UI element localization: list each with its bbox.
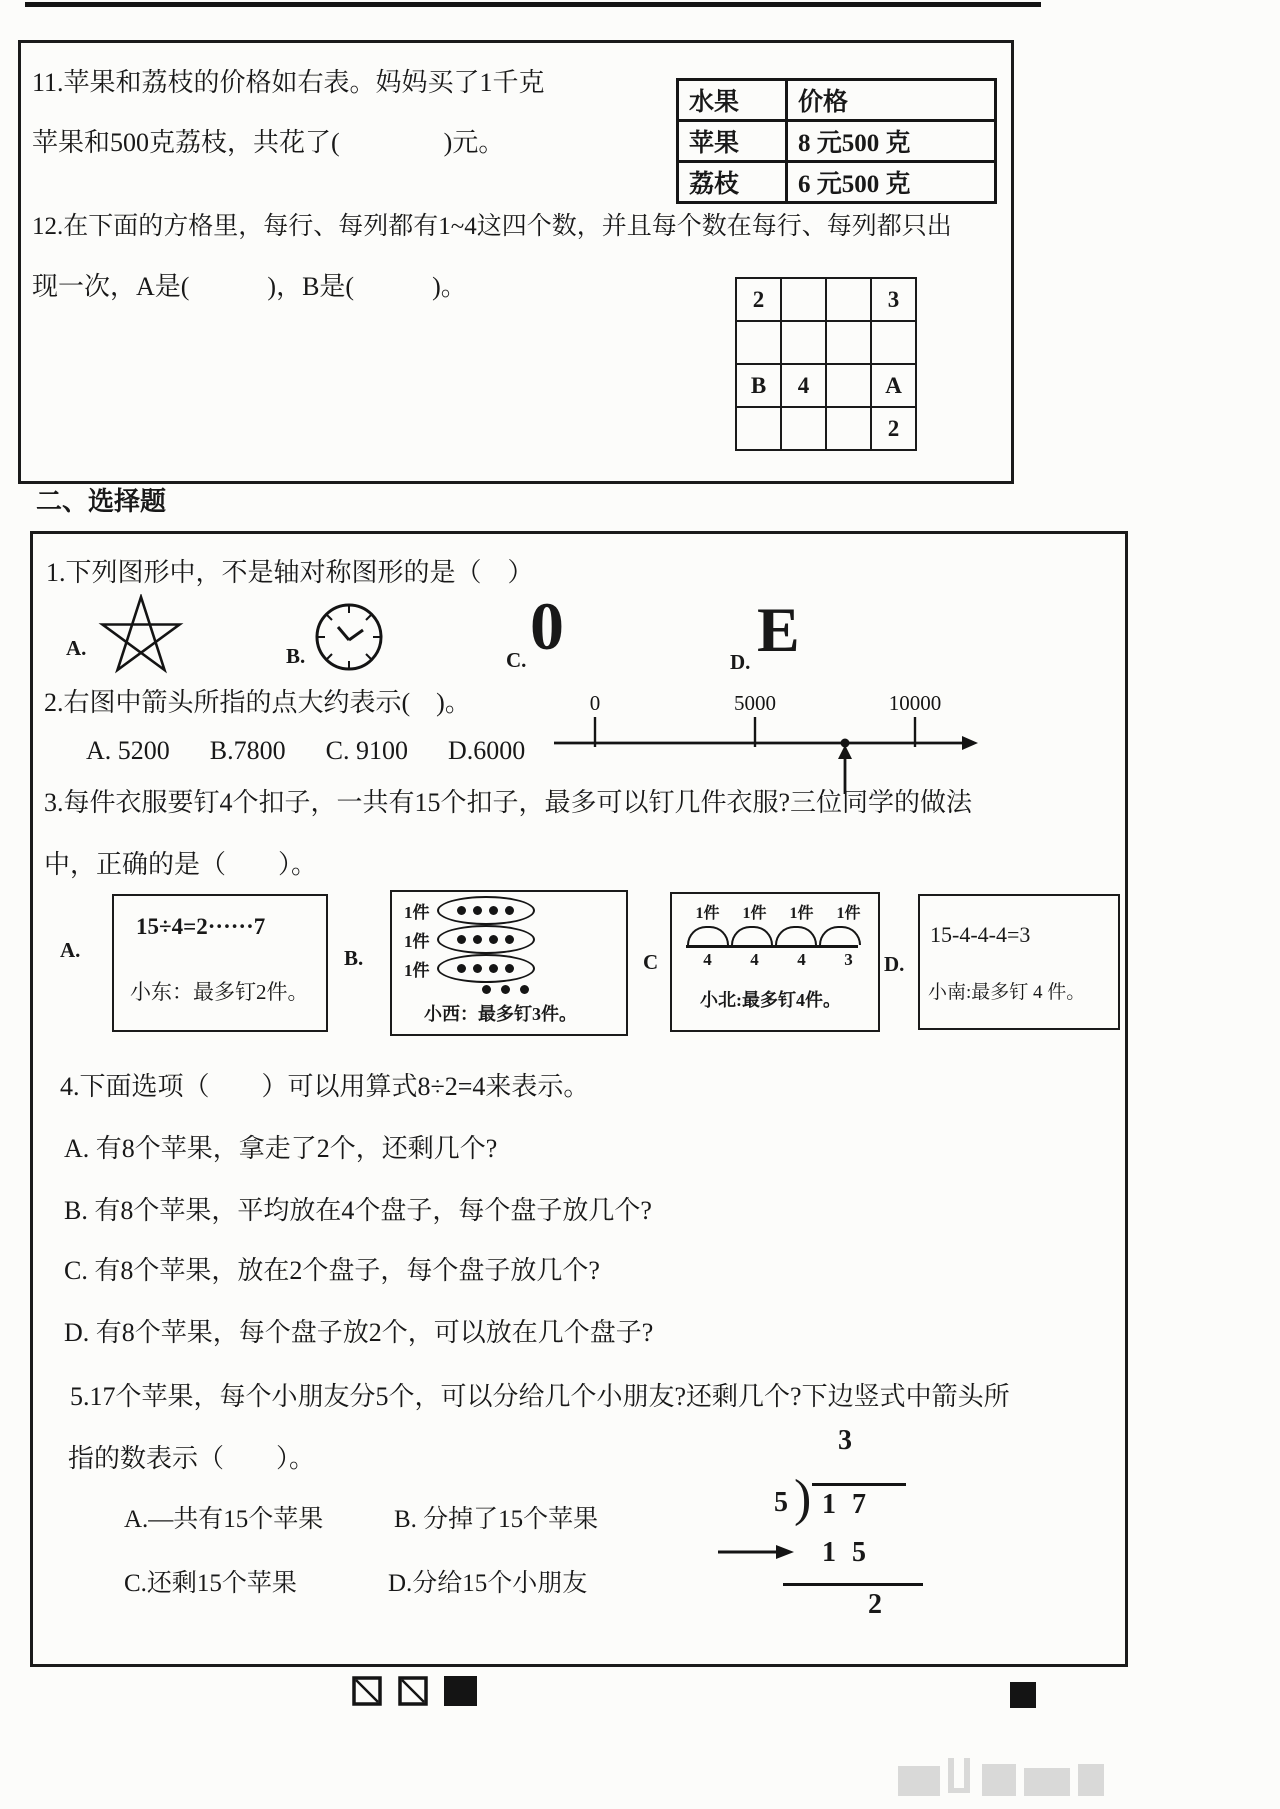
q3-option-c-box (670, 892, 880, 1032)
q2-options (86, 736, 525, 766)
numberline-tick-5000: 5000 (734, 691, 776, 715)
group-label: 1件 (742, 905, 767, 922)
q12-line1: 12.在下面的方格里，每行、每列都有1~4这四个数，并且每个数在每行、每列都只出 (32, 213, 952, 240)
q5-line2: 指的数表示（ ）。 (68, 1444, 316, 1473)
circled-dots-group (437, 925, 535, 954)
q3-option-a-conclusion: 小东：最多钉2件。 (130, 980, 309, 1004)
q3-option-c-label: C (643, 950, 659, 974)
q3-option-a-label: A. (60, 938, 81, 962)
grid-cell: 4 (781, 364, 826, 407)
q1-text: 1.下列图形中，不是轴对称图形的是（ ） (46, 558, 534, 587)
page-corner-mark (1010, 1682, 1036, 1708)
q1-option-c-label: C. (506, 648, 527, 672)
q2-option-d: D.6000 (447, 736, 526, 765)
q3-option-b-box (390, 890, 628, 1036)
q1-option-d-glyph: E (757, 594, 800, 665)
grid-cell (826, 321, 871, 364)
price-header-fruit: 水果 (678, 80, 787, 121)
grid-row (736, 278, 916, 321)
q1-option-a-label: A. (66, 636, 87, 660)
division-dividend: 17 (822, 1489, 882, 1520)
division-quotient: 3 (838, 1425, 852, 1456)
q4-option-c: C. 有8个苹果，放在2个盘子，每个盘子放几个? (64, 1256, 600, 1285)
group-count: 4 (797, 950, 806, 969)
q2-option-b: B.7800 (209, 736, 286, 765)
grid-cell (781, 407, 826, 450)
group-label: 1件 (404, 961, 430, 980)
group-label: 1件 (836, 905, 861, 922)
division-remainder: 2 (868, 1589, 882, 1620)
q12-line2: 现一次，A是( )，B是( )。 (32, 272, 467, 301)
long-division-figure (688, 1425, 928, 1635)
numberline-tick-0: 0 (589, 691, 601, 715)
grid-cell (871, 321, 916, 364)
division-vinculum (812, 1483, 906, 1486)
footer-diagonal-square-icon (352, 1676, 382, 1706)
group-count: 4 (750, 950, 759, 969)
q4-option-a: A. 有8个苹果，拿走了2个，还剩几个? (64, 1134, 498, 1163)
q3-option-a-formula: 15÷4=2······7 (136, 914, 266, 939)
circled-dots-group (437, 896, 535, 925)
button-group-row (404, 954, 535, 983)
grid-row (736, 364, 916, 407)
q5-option-c: C.还剩15个苹果 (124, 1570, 297, 1597)
q11-line2: 苹果和500克荔枝，共花了( )元。 (32, 128, 505, 157)
grouping-arcs (686, 926, 858, 948)
q5-option-a: A.—共有15个苹果 (124, 1506, 324, 1533)
q11-line1: 11.苹果和荔枝的价格如右表。妈妈买了1千克 (32, 68, 545, 97)
item-labels-row (686, 900, 870, 923)
grid-cell: A (871, 364, 916, 407)
group-counts-row (686, 950, 870, 970)
price-header-price: 价格 (787, 80, 996, 121)
top-edge-rule (25, 2, 1041, 7)
grid-cell: 3 (871, 278, 916, 321)
circled-dots-group (437, 954, 535, 983)
q2-option-c: C. 9100 (325, 736, 408, 765)
group-label: 1件 (789, 905, 814, 922)
q3-option-c-conclusion: 小北:最多钉4件。 (700, 990, 841, 1010)
grid-cell (781, 321, 826, 364)
number-puzzle-grid (735, 277, 917, 451)
q3-line1: 3.每件衣服要钉4个扣子，一共有15个扣子，最多可以钉几件衣服?三位同学的做法 (44, 788, 973, 817)
q4-option-d: D. 有8个苹果，每个盘子放2个，可以放在几个盘子? (64, 1318, 654, 1347)
q3-option-a-box (112, 894, 328, 1032)
group-label: 1件 (404, 903, 430, 922)
leftover-dots (482, 985, 535, 994)
arrow-right-icon (716, 1543, 796, 1561)
group-count: 3 (844, 950, 853, 969)
grid-cell: 2 (871, 407, 916, 450)
q1-option-b-label: B. (286, 644, 306, 668)
grid-cell (826, 407, 871, 450)
division-divisor: 5 (774, 1487, 788, 1518)
q3-option-d-box (918, 894, 1120, 1030)
q3-line2: 中，正确的是（ ）。 (44, 850, 318, 879)
grid-cell (736, 321, 781, 364)
grid-cell: 2 (736, 278, 781, 321)
footer-diagonal-square-icon (398, 1676, 428, 1706)
q3-option-d-formula: 15-4-4-4=3 (930, 922, 1031, 947)
star-icon (98, 594, 184, 678)
q3-option-d-conclusion: 小南:最多钉 4 件。 (928, 982, 1086, 1003)
grid-cell (826, 278, 871, 321)
group-label: 1件 (695, 905, 720, 922)
number-line-figure (552, 686, 980, 801)
division-rule (783, 1583, 923, 1586)
q4-text: 4.下面选项（ ）可以用算式8÷2=4来表示。 (60, 1072, 590, 1101)
button-group-row (404, 896, 535, 925)
q3-option-b-conclusion: 小西：最多钉3件。 (424, 1004, 577, 1024)
q2-option-a: A. 5200 (86, 736, 170, 765)
table-row (678, 121, 996, 162)
q3-option-d-label: D. (884, 952, 905, 976)
price-cell-fruit: 苹果 (678, 121, 787, 162)
q3-option-b-label: B. (344, 946, 364, 970)
q2-text: 2.右图中箭头所指的点大约表示( )。 (44, 688, 471, 717)
grid-cell: B (736, 364, 781, 407)
footer-filled-square-icon (444, 1676, 477, 1706)
q4-option-b: B. 有8个苹果，平均放在4个盘子，每个盘子放几个? (64, 1196, 652, 1225)
grid-row (736, 321, 916, 364)
grid-cell (781, 278, 826, 321)
price-table (676, 78, 997, 204)
watermark (898, 1756, 1104, 1802)
q5-line1: 5.17个苹果，每个小朋友分5个，可以分给几个小朋友?还剩几个?下边竖式中箭头所 (70, 1382, 1010, 1411)
price-cell-price: 8 元500 克 (787, 121, 996, 162)
table-row (678, 162, 996, 203)
q5-option-d: D.分给15个小朋友 (388, 1570, 588, 1597)
table-row (678, 80, 996, 121)
price-cell-fruit: 荔枝 (678, 162, 787, 203)
q1-option-d-label: D. (730, 650, 751, 674)
q5-option-b: B. 分掉了15个苹果 (394, 1506, 599, 1533)
section-title: 二、选择题 (36, 487, 167, 516)
button-group-row (404, 925, 535, 954)
group-count: 4 (703, 950, 712, 969)
numberline-tick-10000: 10000 (888, 691, 942, 715)
division-product: 15 (822, 1537, 882, 1568)
division-bracket: ) (794, 1470, 812, 1527)
grid-row (736, 407, 916, 450)
clock-icon (312, 600, 386, 674)
grid-cell (826, 364, 871, 407)
price-cell-price: 6 元500 克 (787, 162, 996, 203)
group-label: 1件 (404, 932, 430, 951)
q1-option-c-glyph: 0 (530, 588, 564, 664)
grid-cell (736, 407, 781, 450)
